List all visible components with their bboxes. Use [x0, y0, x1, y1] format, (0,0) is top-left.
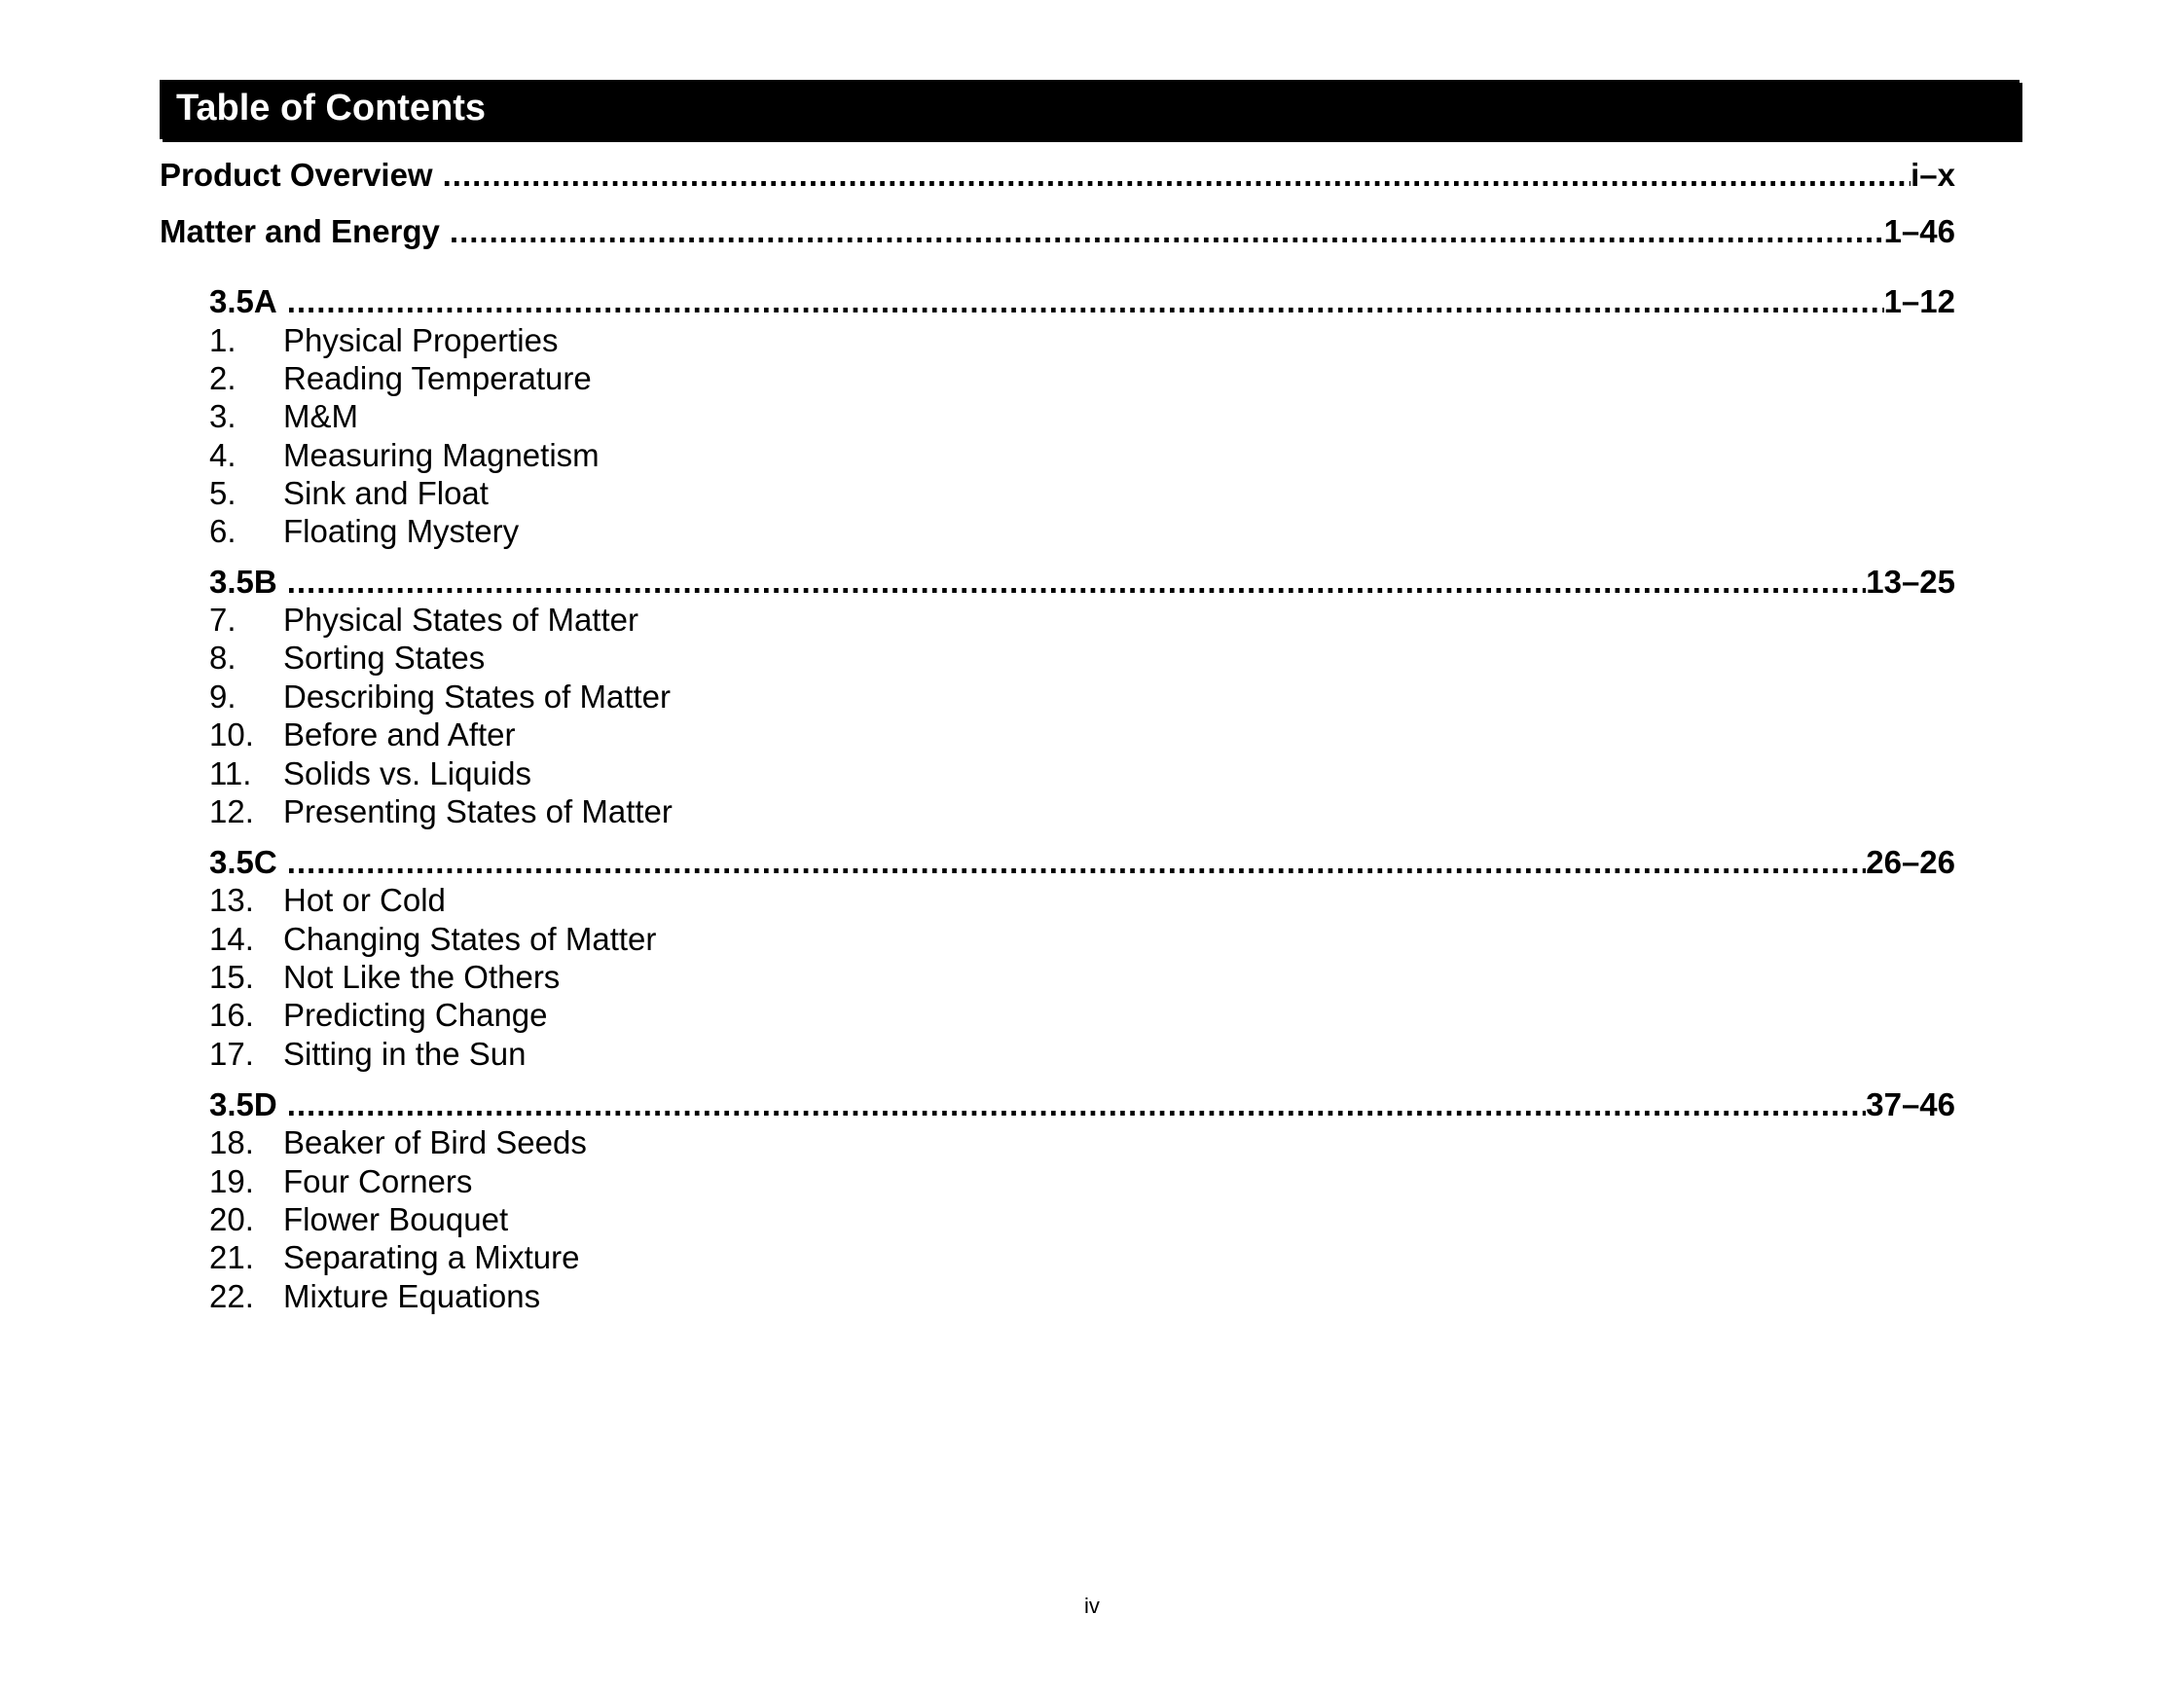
dot-leader: [287, 563, 1867, 602]
toc-section-pages: 37–46: [1866, 1086, 1955, 1122]
toc-section-pages: 13–25: [1866, 564, 1955, 600]
item-number: 19.: [209, 1163, 254, 1199]
dot-leader: [287, 1085, 1867, 1124]
toc-section-label: 3.5D: [209, 1086, 277, 1122]
item-number: 16.: [209, 997, 254, 1033]
page-title: Table of Contents: [176, 88, 487, 128]
dot-leader: [287, 843, 1867, 882]
toc-section-3-5d[interactable]: [209, 1085, 1955, 1124]
list-item[interactable]: [209, 436, 600, 475]
item-number: 11.: [209, 755, 252, 791]
toc-entry-pages: 1–46: [1883, 213, 1955, 249]
item-title: Before and After: [283, 716, 516, 752]
item-title: Beaker of Bird Seeds: [283, 1124, 587, 1160]
item-number: 20.: [209, 1201, 254, 1237]
toc-section-label: 3.5A: [209, 283, 277, 319]
list-item[interactable]: [209, 792, 673, 831]
item-number: 3.: [209, 398, 237, 434]
item-number: 1.: [209, 322, 237, 358]
item-title: Predicting Change: [283, 997, 548, 1033]
list-item[interactable]: [209, 1238, 580, 1277]
item-title: Hot or Cold: [283, 882, 446, 918]
toc-section-3-5c[interactable]: [209, 843, 1955, 882]
item-number: 7.: [209, 602, 237, 638]
item-title: Physical States of Matter: [283, 602, 638, 638]
toc-section-3-5a[interactable]: [209, 282, 1955, 321]
item-number: 9.: [209, 679, 237, 715]
item-title: Mixture Equations: [283, 1278, 541, 1314]
list-item[interactable]: [209, 996, 548, 1035]
item-number: 8.: [209, 640, 237, 676]
item-title: Not Like the Others: [283, 959, 561, 995]
item-number: 18.: [209, 1124, 254, 1160]
item-number: 12.: [209, 793, 254, 829]
toc-entry-product-overview[interactable]: [160, 156, 1955, 195]
item-number: 10.: [209, 716, 254, 752]
toc-section-3-5b[interactable]: [209, 563, 1955, 602]
list-item[interactable]: [209, 958, 560, 997]
toc-section-label: 3.5B: [209, 564, 277, 600]
item-number: 5.: [209, 475, 237, 511]
list-item[interactable]: [209, 920, 656, 959]
dot-leader: [443, 156, 1911, 195]
page-number: iv: [1084, 1594, 1100, 1618]
list-item[interactable]: [209, 716, 516, 754]
item-title: Presenting States of Matter: [283, 793, 673, 829]
item-number: 14.: [209, 921, 254, 957]
item-number: 22.: [209, 1278, 254, 1314]
item-number: 21.: [209, 1239, 254, 1275]
toc-section-pages: 26–26: [1866, 844, 1955, 880]
list-item[interactable]: [209, 359, 592, 398]
item-title: Reading Temperature: [283, 360, 592, 396]
item-title: Physical Properties: [283, 322, 559, 358]
list-item[interactable]: [209, 639, 485, 678]
item-number: 15.: [209, 959, 254, 995]
list-item[interactable]: [209, 1035, 527, 1074]
list-item[interactable]: [209, 678, 671, 716]
item-title: Sorting States: [283, 640, 486, 676]
list-item[interactable]: [209, 321, 558, 360]
list-item[interactable]: [209, 754, 531, 793]
item-number: 6.: [209, 513, 237, 549]
toc-entry-matter-and-energy[interactable]: [160, 212, 1955, 251]
list-item[interactable]: [209, 881, 446, 920]
item-title: Measuring Magnetism: [283, 437, 600, 473]
list-item[interactable]: [209, 397, 358, 436]
item-title: Flower Bouquet: [283, 1201, 509, 1237]
item-title: M&M: [283, 398, 358, 434]
item-title: Describing States of Matter: [283, 679, 671, 715]
dot-leader: [450, 212, 1884, 251]
list-item[interactable]: [209, 1162, 472, 1201]
toc-entry-pages: i–x: [1911, 157, 1955, 193]
list-item[interactable]: [209, 1200, 508, 1239]
list-item[interactable]: [209, 601, 638, 640]
list-item[interactable]: [209, 512, 519, 551]
item-title: Sink and Float: [283, 475, 489, 511]
item-number: 4.: [209, 437, 237, 473]
toc-entry-label: Matter and Energy: [160, 213, 440, 249]
item-title: Separating a Mixture: [283, 1239, 580, 1275]
list-item[interactable]: [209, 1123, 587, 1162]
item-title: Sitting in the Sun: [283, 1036, 527, 1072]
list-item[interactable]: [209, 474, 489, 513]
title-bar: [160, 80, 2020, 139]
item-title: Changing States of Matter: [283, 921, 657, 957]
item-title: Four Corners: [283, 1163, 473, 1199]
item-title: Solids vs. Liquids: [283, 755, 531, 791]
toc-section-pages: 1–12: [1883, 283, 1955, 319]
toc-section-label: 3.5C: [209, 844, 277, 880]
item-number: 13.: [209, 882, 254, 918]
item-number: 2.: [209, 360, 237, 396]
dot-leader: [287, 282, 1884, 321]
item-number: 17.: [209, 1036, 254, 1072]
item-title: Floating Mystery: [283, 513, 520, 549]
toc-entry-label: Product Overview: [160, 157, 433, 193]
list-item[interactable]: [209, 1277, 540, 1316]
